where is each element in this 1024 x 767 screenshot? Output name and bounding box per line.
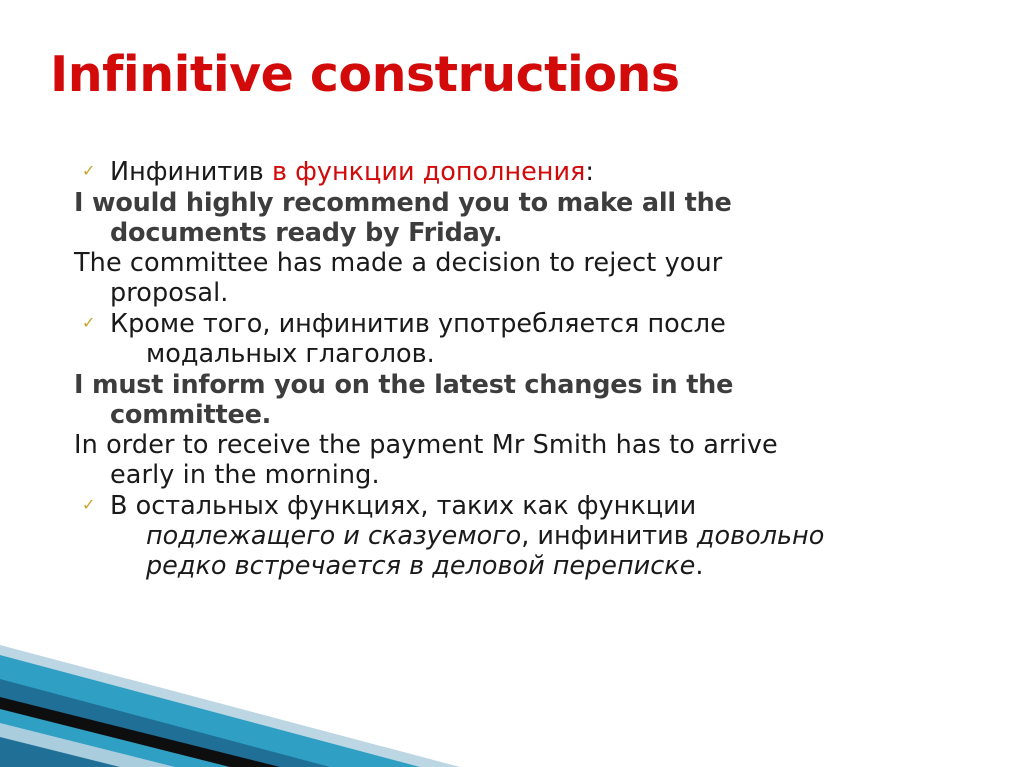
bottom-left-ribbon	[0, 637, 460, 767]
list-item-continuation: documents ready by Friday.	[110, 217, 503, 248]
check-tick-icon: ✓	[82, 495, 96, 515]
check-tick-icon: ✓	[82, 313, 96, 333]
list-item-text: In order to receive the payment Mr Smith has to arrive	[74, 430, 778, 461]
list-item-italic-1: подлежащего и сказуемого	[146, 520, 522, 551]
list-item-text: Инфинитив	[110, 157, 272, 187]
list-item-italic-2: довольно	[696, 520, 825, 551]
list-item-continuation: proposal.	[110, 278, 229, 309]
list-item-text: The committee has made a decision to reject your	[74, 248, 723, 279]
list-item-plain-1: , инфинитив	[521, 520, 697, 551]
list-item	[62, 310, 962, 370]
list-item-continuation	[110, 522, 962, 552]
list-item-text: В остальных функциях, таких как функции	[110, 491, 697, 522]
list-item-continuation: early in the morning.	[110, 460, 380, 491]
list-item-italic-3: редко встречается в деловой переписке	[146, 550, 696, 581]
list-item	[62, 189, 962, 249]
list-item-continuation-2	[110, 552, 962, 582]
list-item-continuation: committee.	[110, 399, 272, 430]
list-item	[62, 249, 962, 309]
list-item-text: Кроме того, инфинитив употребляется после	[110, 309, 726, 340]
list-item	[62, 158, 962, 188]
list-item-plain-2: .	[695, 550, 704, 581]
list-item-continuation: модальных глаголов.	[146, 338, 435, 369]
slide-body	[62, 158, 962, 583]
page-title: Infinitive constructions	[50, 46, 680, 103]
list-item	[62, 431, 962, 491]
list-item-text: I must inform you on the latest changes in the	[74, 369, 734, 400]
list-item-text: I would highly recommend you to make all the	[74, 187, 732, 218]
list-item-emphasis: в функции дополнения	[271, 157, 586, 187]
list-item-text-tail: :	[585, 157, 594, 187]
check-tick-icon: ✓	[82, 161, 96, 180]
list-item	[62, 371, 962, 431]
list-item	[62, 492, 962, 581]
